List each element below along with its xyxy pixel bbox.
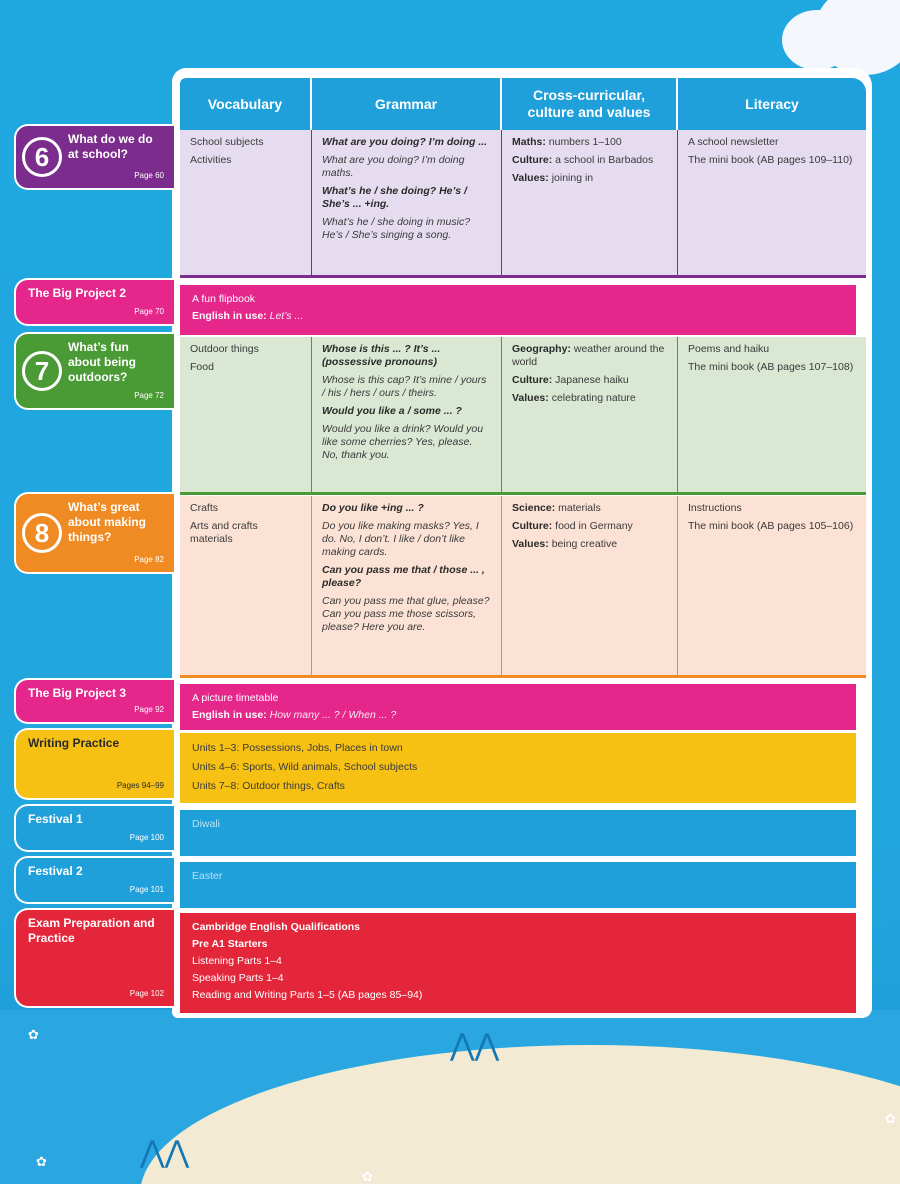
cross-item: Values: celebrating nature — [512, 392, 636, 404]
exam-line: Pre A1 Starters — [192, 938, 268, 950]
page-ref: Page 82 — [134, 555, 164, 564]
english-in-use: English in use: How many ... ? / When ... ? — [192, 709, 397, 721]
grammar-pattern: What are you doing? I’m doing ... — [322, 136, 488, 148]
cross-item: Culture: a school in Barbados — [512, 154, 654, 166]
english-in-use: English in use: Let’s ... — [192, 310, 304, 322]
cross-item: Geography: weather around the world — [512, 343, 665, 368]
project-description: A fun flipbook — [192, 293, 256, 305]
cross-item: Culture: Japanese haiku — [512, 374, 629, 386]
cross-curricular-cell — [502, 496, 678, 675]
grammar-pattern: What’s he / she doing? He’s / She’s ... +ing. — [322, 185, 467, 210]
flower-decoration: ✿ — [28, 1028, 39, 1043]
header-literacy: Literacy — [678, 78, 866, 130]
flower-decoration: ✿ — [362, 1170, 373, 1184]
header-vocabulary: Vocabulary — [180, 78, 312, 130]
big-project-2-band — [180, 285, 856, 335]
cross-item: Science: materials — [512, 502, 601, 514]
grammar-cell — [312, 496, 502, 675]
grammar-example: Would you like a drink? Would you like some cherries? Yes, please. No, thank you. — [322, 423, 484, 461]
vocab-item: Food — [190, 361, 214, 373]
page-ref: Page 60 — [134, 171, 164, 180]
grammar-example: Can you pass me that glue, please? Can you pass me those scissors, please? Here you are. — [322, 595, 490, 633]
unit-7-row — [180, 337, 866, 495]
exam-preparation-band — [180, 913, 856, 1013]
festival-name: Easter — [192, 870, 223, 882]
unit-8-tab[interactable] — [14, 492, 174, 574]
unit-number-badge: 8 — [22, 513, 62, 553]
grammar-pattern: Whose is this ... ? It’s ... (possessive pronouns) — [322, 343, 441, 368]
festival-2-band — [180, 862, 856, 908]
vocabulary-cell — [180, 337, 312, 492]
festival-1-tab[interactable] — [14, 804, 174, 852]
vocab-item: Crafts — [190, 502, 219, 514]
exam-line: Cambridge English Qualifications — [192, 921, 361, 933]
page-ref: Page 72 — [134, 391, 164, 400]
vocabulary-cell — [180, 130, 312, 275]
page-ref: Page 92 — [134, 705, 164, 714]
grammar-example: Whose is this cap? It’s mine / yours / his / hers / ours / theirs. — [322, 374, 487, 399]
writing-line: Units 1–3: Possessions, Jobs, Places in town — [192, 742, 403, 754]
writing-practice-band — [180, 733, 856, 803]
section-title: The Big Project 3 — [28, 686, 127, 700]
section-title: The Big Project 2 — [28, 286, 127, 300]
flower-decoration: ✿ — [885, 1112, 896, 1127]
project-description: A picture timetable — [192, 692, 279, 704]
grass-decoration: ⋀⋀ — [450, 1028, 500, 1063]
vocab-item: Outdoor things — [190, 343, 259, 355]
table-header — [180, 78, 866, 130]
grammar-pattern: Would you like a / some ... ? — [322, 405, 462, 417]
literacy-item: The mini book (AB pages 109–110) — [688, 154, 853, 166]
vocab-item: Arts and crafts materials — [190, 520, 258, 545]
unit-title: What’s great about making things? — [68, 500, 147, 544]
page-ref: Pages 94–99 — [116, 781, 164, 790]
cross-curricular-cell — [502, 337, 678, 492]
literacy-item: Instructions — [688, 502, 742, 514]
cross-item: Values: joining in — [512, 172, 594, 184]
grass-decoration: ⋀⋀ — [140, 1135, 190, 1170]
festival-name: Diwali — [192, 818, 221, 830]
page-ref: Page 102 — [129, 989, 164, 998]
writing-practice-tab[interactable] — [14, 728, 174, 800]
section-title: Exam Preparation and Practice — [28, 916, 155, 945]
literacy-cell — [678, 130, 866, 275]
grammar-pattern: Do you like +ing ... ? — [322, 502, 424, 514]
big-project-2-tab[interactable] — [14, 278, 174, 326]
exam-line: Reading and Writing Parts 1–5 (AB pages 85–94) — [192, 989, 423, 1001]
grammar-cell — [312, 337, 502, 492]
grammar-example: What are you doing? I’m doing maths. — [322, 154, 465, 179]
unit-title: What do we do at school? — [68, 132, 153, 161]
cross-item: Maths: numbers 1–100 — [512, 136, 622, 148]
section-title: Writing Practice — [28, 736, 120, 750]
cross-item: Values: being creative — [512, 538, 618, 550]
cross-item: Culture: food in Germany — [512, 520, 633, 532]
exam-line: Speaking Parts 1–4 — [192, 972, 284, 984]
exam-preparation-tab[interactable] — [14, 908, 174, 1008]
festival-2-tab[interactable] — [14, 856, 174, 904]
page-ref: Page 100 — [129, 833, 164, 842]
literacy-cell — [678, 337, 866, 492]
section-title: Festival 2 — [28, 864, 83, 878]
big-project-3-band — [180, 684, 856, 730]
section-title: Festival 1 — [28, 812, 83, 826]
big-project-3-tab[interactable] — [14, 678, 174, 724]
header-cross-curricular: Cross-curricular, culture and values — [502, 78, 678, 130]
vocab-item: School subjects — [190, 136, 264, 148]
literacy-item: The mini book (AB pages 107–108) — [688, 361, 854, 373]
grammar-pattern: Can you pass me that / those ... , please? — [322, 564, 485, 589]
festival-1-band — [180, 810, 856, 856]
page-ref: Page 101 — [129, 885, 164, 894]
unit-7-tab[interactable] — [14, 332, 174, 410]
literacy-item: A school newsletter — [688, 136, 779, 148]
vocab-item: Activities — [190, 154, 232, 166]
cross-curricular-cell — [502, 130, 678, 275]
exam-line: Listening Parts 1–4 — [192, 955, 282, 967]
literacy-item: Poems and haiku — [688, 343, 770, 355]
unit-number-badge: 6 — [22, 137, 62, 177]
writing-line: Units 7–8: Outdoor things, Crafts — [192, 780, 345, 792]
literacy-cell — [678, 496, 866, 675]
header-grammar: Grammar — [312, 78, 502, 130]
vocabulary-cell — [180, 496, 312, 675]
grammar-cell — [312, 130, 502, 275]
grammar-example: Do you like making masks? Yes, I do. No, I don’t. I like / don’t like making cards. — [322, 520, 479, 558]
unit-number-badge: 7 — [22, 351, 62, 391]
flower-decoration: ✿ — [36, 1155, 47, 1170]
page-ref: Page 70 — [134, 307, 164, 316]
writing-line: Units 4–6: Sports, Wild animals, School subjects — [192, 761, 418, 773]
unit-title: What’s fun about being outdoors? — [68, 340, 136, 384]
unit-8-row — [180, 496, 866, 678]
grammar-example: What’s he / she doing in music? He’s / She’s singing a song. — [322, 216, 471, 241]
unit-6-tab[interactable] — [14, 124, 174, 190]
literacy-item: The mini book (AB pages 105–106) — [688, 520, 854, 532]
unit-6-row — [180, 130, 866, 278]
